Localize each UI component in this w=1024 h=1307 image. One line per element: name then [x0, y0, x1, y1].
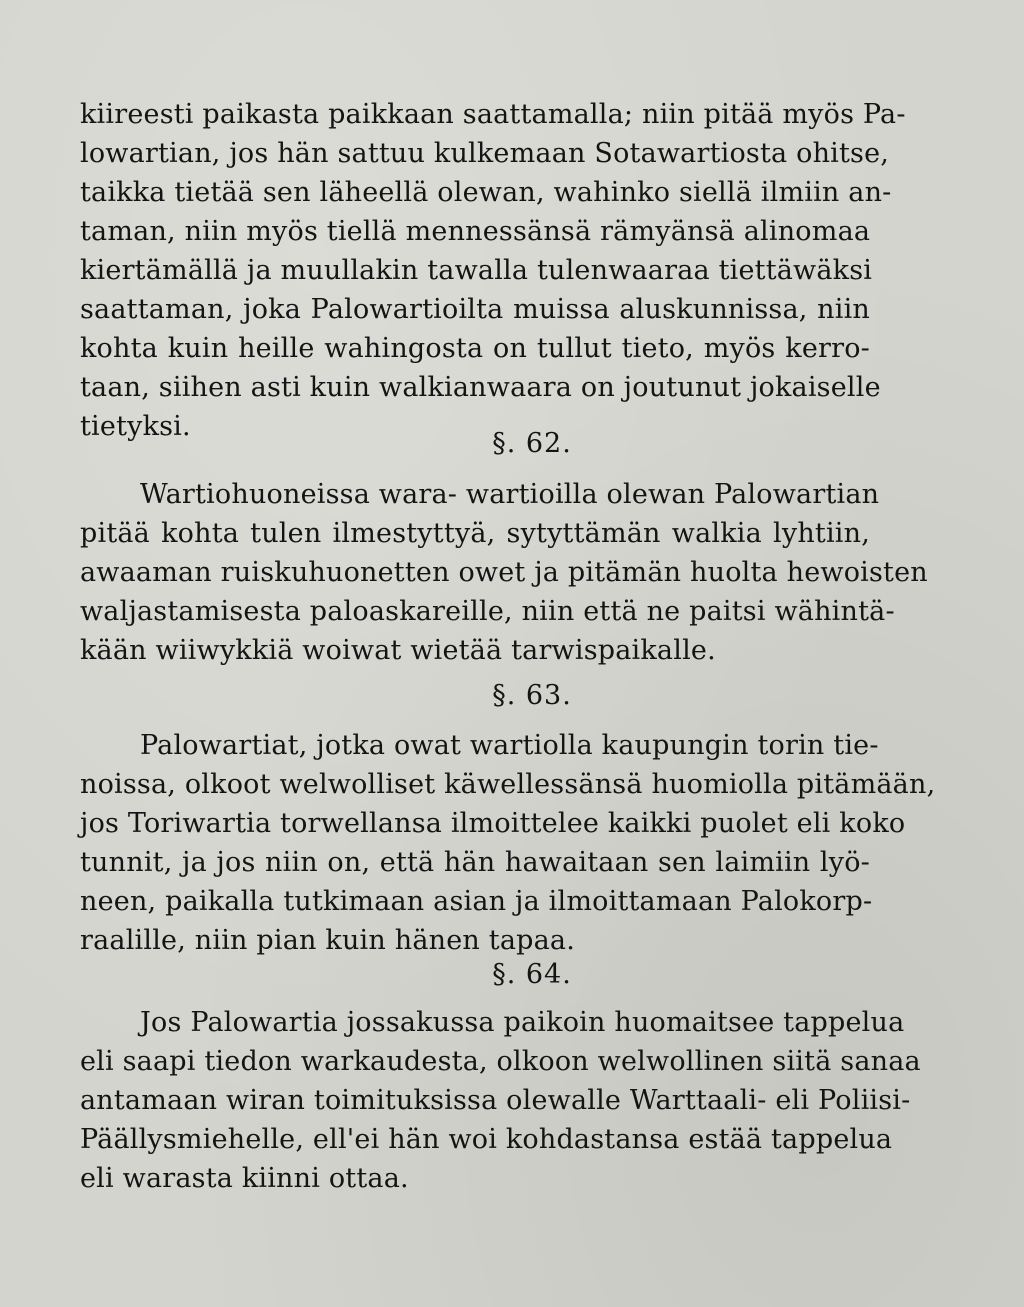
text-line: taan, siihen asti kuin walkianwaara on joutunut jokaiselle — [80, 372, 881, 403]
section-62-paragraph — [80, 475, 928, 670]
text-line: kään wiiwykkiä woiwat wietää tarwispaikalle. — [80, 635, 716, 666]
text-line: antamaan wiran toimituksissa olewalle Warttaali- eli Poliisi- — [80, 1085, 911, 1116]
text-line: eli saapi tiedon warkaudesta, olkoon welwollinen siitä sanaa — [80, 1046, 921, 1077]
text-line: kiireesti paikasta paikkaan saattamalla; niin pitää myös Pa- — [80, 99, 906, 130]
text-line: pitää kohta tulen ilmestyttyä, sytyttämän walkia lyhtiin, — [80, 518, 870, 549]
text-line: tunnit, ja jos niin on, että hän hawaitaan sen laimiin lyö- — [80, 847, 870, 878]
text-line: tietyksi. — [80, 411, 191, 442]
section-heading-64: §. 64. — [492, 959, 572, 990]
text-line: taman, niin myös tiellä mennessänsä rämyänsä alinomaa — [80, 216, 871, 247]
paragraph-continued — [80, 95, 906, 446]
section-63-paragraph — [80, 726, 936, 960]
text-line: kiertämällä ja muullakin tawalla tulenwaaraa tiettäwäksi — [80, 255, 873, 286]
text-line: Wartiohuoneissa wara- wartioilla olewan Palowartian — [140, 479, 880, 510]
section-64-paragraph — [80, 1003, 921, 1198]
text-line: noissa, olkoot welwolliset käwellessänsä huomiolla pitämään, — [80, 769, 936, 800]
text-line: eli warasta kiinni ottaa. — [80, 1163, 409, 1194]
text-line: Päällysmiehelle, ell'ei hän woi kohdastansa estää tappelua — [80, 1124, 893, 1155]
text-line: raalille, niin pian kuin hänen tapaa. — [80, 925, 575, 956]
text-line: taikka tietää sen läheellä olewan, wahinko siellä ilmiin an- — [80, 177, 892, 208]
section-heading-62: §. 62. — [492, 428, 572, 459]
section-heading-63: §. 63. — [492, 680, 572, 711]
text-line: Palowartiat, jotka owat wartiolla kaupungin torin tie- — [140, 730, 879, 761]
text-line: waljastamisesta paloaskareille, niin että ne paitsi wähintä- — [80, 596, 895, 627]
text-line: saattaman, joka Palowartioilta muissa aluskunnissa, niin — [80, 294, 870, 325]
text-line: kohta kuin heille wahingosta on tullut tieto, myös kerro- — [80, 333, 870, 364]
text-line: lowartian, jos hän sattuu kulkemaan Sotawartiosta ohitse, — [80, 138, 890, 169]
text-line: Jos Palowartia jossakussa paikoin huomaitsee tappelua — [140, 1007, 905, 1038]
text-line: jos Toriwartia torwellansa ilmoittelee kaikki puolet eli koko — [80, 808, 906, 839]
text-line: neen, paikalla tutkimaan asian ja ilmoittamaan Palokorp- — [80, 886, 873, 917]
text-line: awaaman ruiskuhuonetten owet ja pitämän huolta hewoisten — [80, 557, 928, 588]
